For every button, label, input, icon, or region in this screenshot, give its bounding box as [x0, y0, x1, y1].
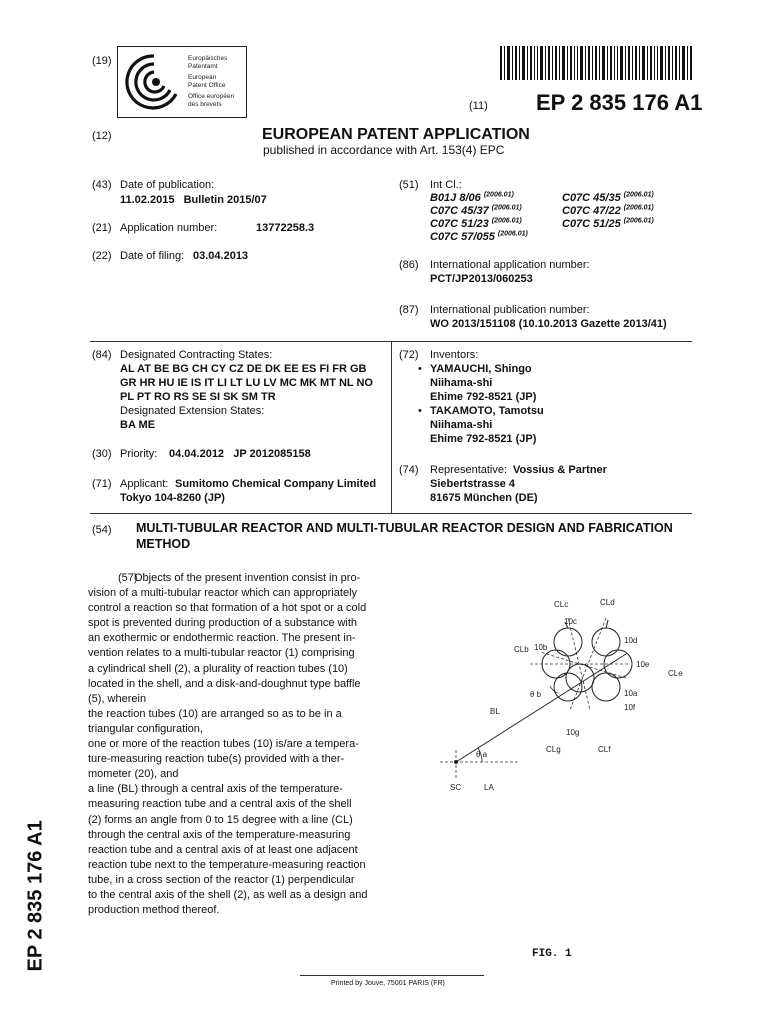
application-number-label: Application number:: [120, 222, 218, 234]
filing-date-label: Date of filing:: [120, 250, 185, 262]
intl-publication-label: International publication number:: [430, 304, 590, 316]
office-name-fr-2: des brevets: [188, 100, 222, 108]
intl-application-number: PCT/JP2013/060253: [430, 273, 533, 285]
inventor-2-city: Niihama-shi: [430, 419, 493, 431]
inid-code-51: (51): [399, 179, 419, 191]
designated-states-line-1: AL AT BE BG CH CY CZ DE DK EE ES FI FR GB: [120, 363, 367, 375]
inventor-2-name: TAKAMOTO, Tamotsu: [430, 405, 544, 417]
extension-states: BA ME: [120, 419, 156, 431]
label-10f: 10f: [624, 703, 636, 712]
applicant-name: Sumitomo Chemical Company Limited: [175, 478, 377, 490]
ipc-code-6: C07C 51/25 $^{(2006.01)}$: [562, 217, 654, 230]
bullet-icon: •: [418, 363, 422, 375]
abstract-text: [88, 571, 378, 918]
label-clf: CLf: [598, 745, 611, 754]
intl-application-label: International application number:: [430, 259, 590, 271]
abstract-line: spot is prevented during production of a substance with: [88, 617, 358, 630]
representative-address-2: 81675 München (DE): [430, 492, 538, 504]
abstract-line: reaction tube next to the temperature-measuring reaction: [88, 858, 366, 871]
label-theta-b: θ b: [530, 690, 542, 699]
abstract-line: vention relates to a multi-tubular reactor (1) comprising: [88, 647, 355, 660]
document-type: EUROPEAN PATENT APPLICATION: [262, 126, 530, 143]
label-bl: BL: [490, 707, 500, 716]
representative-name: Vossius & Partner: [513, 464, 607, 476]
abstract-line: through the central axis of the temperature-measuring: [88, 828, 351, 841]
designated-states-label: Designated Contracting States:: [120, 349, 273, 361]
invention-title-line-1: MULTI-TUBULAR REACTOR AND MULTI-TUBULAR REACTOR DESIGN AND FABRICATION: [136, 521, 673, 535]
label-10a: 10a: [624, 689, 638, 698]
applicant-label: Applicant:: [120, 478, 169, 490]
inid-code-12: (12): [92, 130, 112, 142]
inid-code-86: (86): [399, 259, 419, 271]
section-divider-bottom: [90, 513, 692, 514]
column-divider: [391, 342, 392, 513]
abstract-line: located in the shell, and a disk-and-doughnut type baffle: [88, 677, 361, 690]
publication-date-label: Date of publication:: [120, 179, 215, 191]
office-name-en-1: European: [188, 74, 217, 81]
inventor-2-address: Ehime 792-8521 (JP): [430, 433, 537, 445]
office-name-de-2: Patentamt: [188, 62, 218, 70]
inventor-1-address: Ehime 792-8521 (JP): [430, 391, 537, 403]
filing-date: 03.04.2013: [193, 250, 249, 262]
priority-value: 04.04.2012 JP 2012085158: [169, 448, 311, 460]
label-clb: CLb: [514, 645, 529, 654]
ipc-code-3: C07C 45/37 $^{(2006.01)}$: [430, 204, 522, 217]
priority-label: Priority:: [120, 448, 158, 460]
representative-address-1: Siebertstrasse 4: [430, 478, 515, 490]
abstract-line: to the central axis of the shell (2), as well as a design and: [88, 888, 368, 901]
invention-title-line-2: METHOD: [136, 537, 191, 551]
label-cld: CLd: [600, 598, 615, 607]
abstract-line: (5), wherein: [88, 692, 147, 705]
abstract-line: production method thereof.: [88, 904, 220, 917]
side-publication-number: EP 2 835 176 A1: [24, 820, 47, 972]
footer-rule: [300, 975, 484, 976]
epo-logo: [117, 46, 247, 118]
label-la: LA: [484, 783, 494, 792]
inid-code-72: (72): [399, 349, 419, 361]
inid-code-22: (22): [92, 250, 112, 262]
abstract-line: a line (BL) through a central axis of the temperature-: [88, 783, 343, 796]
inid-code-87: (87): [399, 304, 419, 316]
office-name-en-2: Patent Office: [188, 81, 226, 89]
label-10g: 10g: [566, 728, 580, 737]
ipc-code-1: B01J 8/06 $^{(2006.01)}$: [430, 191, 514, 204]
label-clg: CLg: [546, 745, 561, 754]
intl-publication-number: WO 2013/151108 (10.10.2013 Gazette 2013/41): [430, 318, 667, 330]
ipc-code-7: C07C 57/055 $^{(2006.01)}$: [430, 230, 528, 243]
abstract-line: a cylindrical shell (2), a plurality of reaction tubes (10): [88, 662, 348, 675]
ipc-code-5: C07C 51/23 $^{(2006.01)}$: [430, 217, 522, 230]
inid-code-43: (43): [92, 179, 112, 191]
abstract-line: measuring reaction tube and a central axis of the shell: [88, 798, 352, 811]
label-10e: 10e: [636, 660, 650, 669]
abstract-line: an exothermic or endothermic reaction. The present in-: [88, 632, 356, 645]
designated-states-line-3: PL PT RO RS SE SI SK SM TR: [120, 391, 276, 403]
designated-states-line-2: GR HR HU IE IS IT LI LT LU LV MC MK MT NL NO: [120, 377, 373, 389]
figure-1-diagram: [430, 590, 710, 810]
abstract-line: ture-measuring reaction tube(s) provided with a ther-: [88, 753, 345, 766]
abstract-line: one or more of the reaction tubes (10) is/are a tempera-: [88, 738, 359, 751]
abstract-line: tube, in a cross section of the reactor (1) perpendicular: [88, 873, 355, 886]
barcode-icon: [500, 46, 692, 80]
publication-date: 11.02.2015 Bulletin 2015/07: [120, 194, 267, 206]
applicant-address: Tokyo 104-8260 (JP): [120, 492, 225, 504]
inid-code-30: (30): [92, 448, 112, 460]
inid-code-84: (84): [92, 349, 112, 361]
abstract-line: mometer (20), and: [88, 768, 179, 781]
label-cle: CLe: [668, 669, 683, 678]
inventors-label: Inventors:: [430, 349, 479, 361]
int-cl-label: Int Cl.:: [430, 179, 462, 191]
label-10c: 10c: [564, 617, 577, 626]
figure-caption: FIG. 1: [532, 948, 572, 960]
bullet-icon: •: [418, 405, 422, 417]
inid-code-71: (71): [92, 478, 112, 490]
inventor-1-name: YAMAUCHI, Shingo: [430, 363, 532, 375]
inid-code-57: (57): [118, 572, 138, 584]
inventor-1-city: Niihama-shi: [430, 377, 493, 389]
ipc-code-2: C07C 45/35 $^{(2006.01)}$: [562, 191, 654, 204]
printer-note: Printed by Jouve, 75001 PARIS (FR): [331, 980, 445, 987]
inid-code-21: (21): [92, 222, 112, 234]
abstract-line: the reaction tubes (10) are arranged so as to be in a: [88, 707, 342, 720]
label-10b: 10b: [534, 643, 548, 652]
epo-emblem-icon: [124, 48, 184, 116]
inid-code-74: (74): [399, 464, 419, 476]
reaction-tube-10c: [554, 628, 582, 656]
label-theta-a: θ a: [476, 750, 488, 759]
abstract-line: control a reaction so that formation of a hot spot or a cold: [88, 602, 367, 615]
publication-number: EP 2 835 176 A1: [536, 90, 703, 115]
reaction-tube-10f: [592, 673, 620, 701]
office-name-de-1: Europäisches: [188, 55, 228, 62]
inid-code-19: (19): [92, 55, 112, 67]
abstract-line: vision of a multi-tubular reactor which can appropriately: [88, 587, 358, 600]
abstract-line: triangular configuration,: [88, 722, 203, 735]
abstract-line: Objects of the present invention consist in pro-: [134, 572, 361, 584]
document-subtitle: published in accordance with Art. 153(4) EPC: [263, 143, 505, 157]
label-10d: 10d: [624, 636, 638, 645]
representative-label: Representative:: [430, 464, 508, 476]
label-clc: CLc: [554, 600, 569, 609]
abstract-line: reaction tube and a central axis of at least one adjacent: [88, 843, 358, 856]
abstract-line: (2) forms an angle from 0 to 15 degree with a line (CL): [88, 813, 353, 826]
inid-code-11: (11): [469, 100, 488, 112]
application-number: 13772258.3: [256, 222, 315, 234]
label-sc: SC: [450, 783, 462, 792]
office-name-fr-1: Office européen: [188, 93, 235, 100]
extension-states-label: Designated Extension States:: [120, 405, 265, 417]
inid-code-54: (54): [92, 524, 112, 536]
ipc-code-4: C07C 47/22 $^{(2006.01)}$: [562, 204, 654, 217]
